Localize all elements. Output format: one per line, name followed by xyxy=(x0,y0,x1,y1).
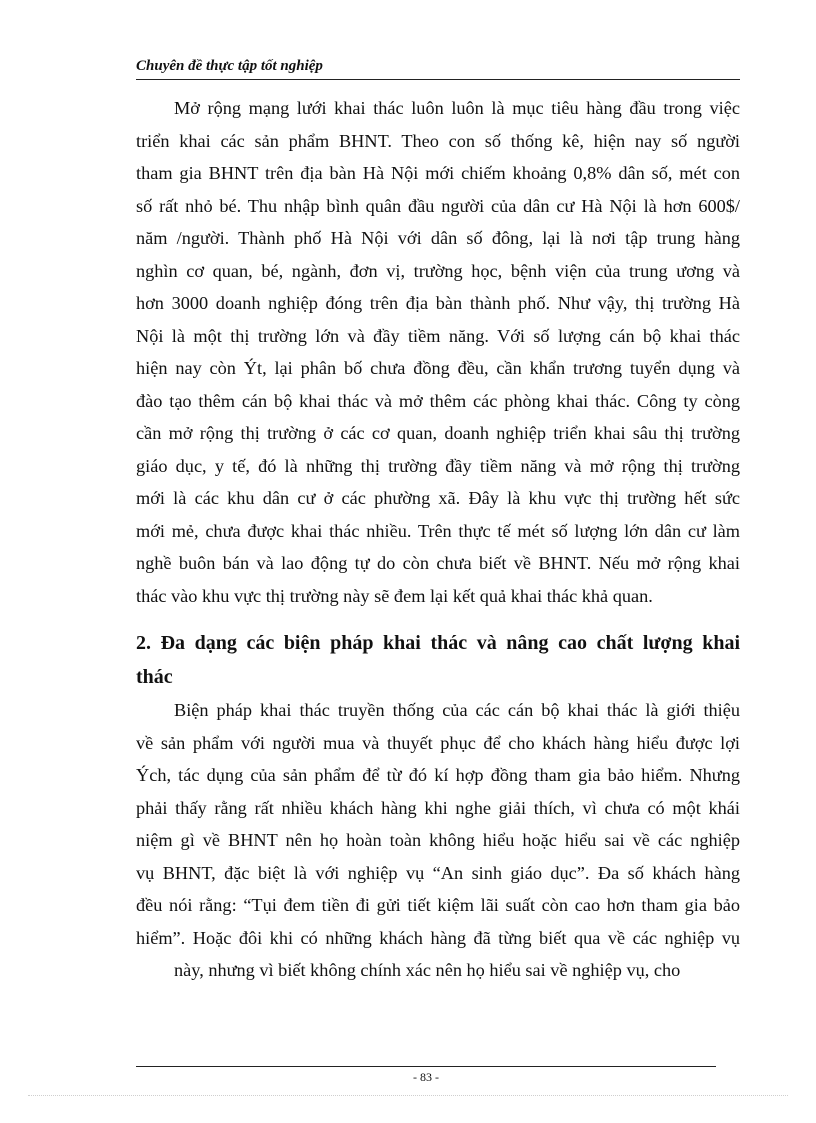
text-line: nghề buôn bán và lao động tự do còn chưa biết về BHNT. Nếu mở rộng khai xyxy=(136,553,740,573)
page-bottom-divider xyxy=(28,1095,788,1096)
text-line: cần mở rộng thị trường ở các cơ quan, doanh nghiệp triển khai sâu thị trường xyxy=(136,423,740,443)
text-line: hiểm”. Hoặc đôi khi có những khách hàng đã từng biết qua về các nghiệp vụ xyxy=(136,927,740,948)
text-line: thác vào khu vực thị trường này sẽ đem lại kết quả khai thác khả quan. xyxy=(136,585,653,606)
text-line: hiện nay còn Ýt, lại phân bố chưa đồng đều, cần khẩn trương tuyển dụng và xyxy=(136,358,740,378)
page-header xyxy=(136,58,740,80)
text-line: Mở rộng mạng lưới khai thác luôn luôn là mục tiêu hàng đầu trong việc xyxy=(174,98,740,118)
text-line: vụ BHNT, đặc biệt là với nghiệp vụ “An sinh giáo dục”. Đa số khách hàng xyxy=(136,862,740,883)
text-line: mới mẻ, chưa được khai thác nhiều. Trên thực tế mét số lượng lớn dân cư làm xyxy=(136,520,740,541)
text-line: nghìn cơ quan, bé, ngành, đơn vị, trường học, bệnh viện của trung ương và xyxy=(136,260,740,281)
text-line: Biện pháp khai thác truyền thống của các cán bộ khai thác là giới thiệu xyxy=(174,700,740,720)
text-line: Nội là một thị trường lớn và đầy tiềm năng. Với số lượng cán bộ khai thác xyxy=(136,325,740,346)
page-number: - 83 - xyxy=(413,1070,439,1084)
text-line: niệm gì về BHNT nên họ hoàn toàn không hiểu hoặc hiểu sai về các nghiệp xyxy=(136,830,740,850)
text-line: phải thấy rằng rất nhiều khách hàng khi nghe giải thích, vì chưa có một khái xyxy=(136,797,740,818)
text-line: năm /người. Thành phố Hà Nội với dân số đông, lại là nơi tập trung hàng xyxy=(136,228,740,248)
heading-line: thác xyxy=(136,666,173,688)
page-body xyxy=(136,92,740,987)
text-line: giáo dục, y tế, đó là những thị trường đầy tiềm năng và mở rộng thị trường xyxy=(136,455,740,476)
paragraph-exploitation-methods xyxy=(136,694,740,987)
text-line: này, nhưng vì biết không chính xác nên họ hiểu sai về nghiệp vụ, cho xyxy=(174,960,681,980)
text-line: mới là các khu dân cư ở các phường xã. Đây là khu vực thị trường hết sức xyxy=(136,488,740,508)
heading-line: 2. Đa dạng các biện pháp khai thác và nâng cao chất lượng khai xyxy=(136,632,740,654)
text-line: đều nói rằng: “Tụi đem tiền đi gửi tiết kiệm lãi suất còn cao hơn tham gia bảo xyxy=(136,895,740,915)
text-line: đào tạo thêm cán bộ khai thác và mở thêm các phòng khai thác. Công ty còng xyxy=(136,390,740,411)
paragraph-network-expansion xyxy=(136,92,740,612)
text-line: Ých, tác dụng của sản phẩm để từ đó kí hợp đồng tham gia bảo hiểm. Nhưng xyxy=(136,765,740,785)
text-line: về sản phẩm với người mua và thuyết phục để cho khách hàng hiểu được lợi xyxy=(136,732,740,753)
page-footer xyxy=(136,1066,716,1085)
text-line: triển khai các sản phẩm BHNT. Theo con số thống kê, hiện nay số người xyxy=(136,130,740,151)
text-line: tham gia BHNT trên địa bàn Hà Nội mới chiếm khoảng 0,8% dân số, mét con xyxy=(136,163,740,183)
header-title: Chuyên đề thực tập tốt nghiệp xyxy=(136,58,323,74)
text-line: hơn 3000 doanh nghiệp đóng trên địa bàn thành phố. Như vậy, thị trường Hà xyxy=(136,293,740,313)
section-heading xyxy=(136,626,740,694)
text-line: số rất nhỏ bé. Thu nhập bình quân đầu người của dân cư Hà Nội là hơn 600$/ xyxy=(136,195,740,216)
